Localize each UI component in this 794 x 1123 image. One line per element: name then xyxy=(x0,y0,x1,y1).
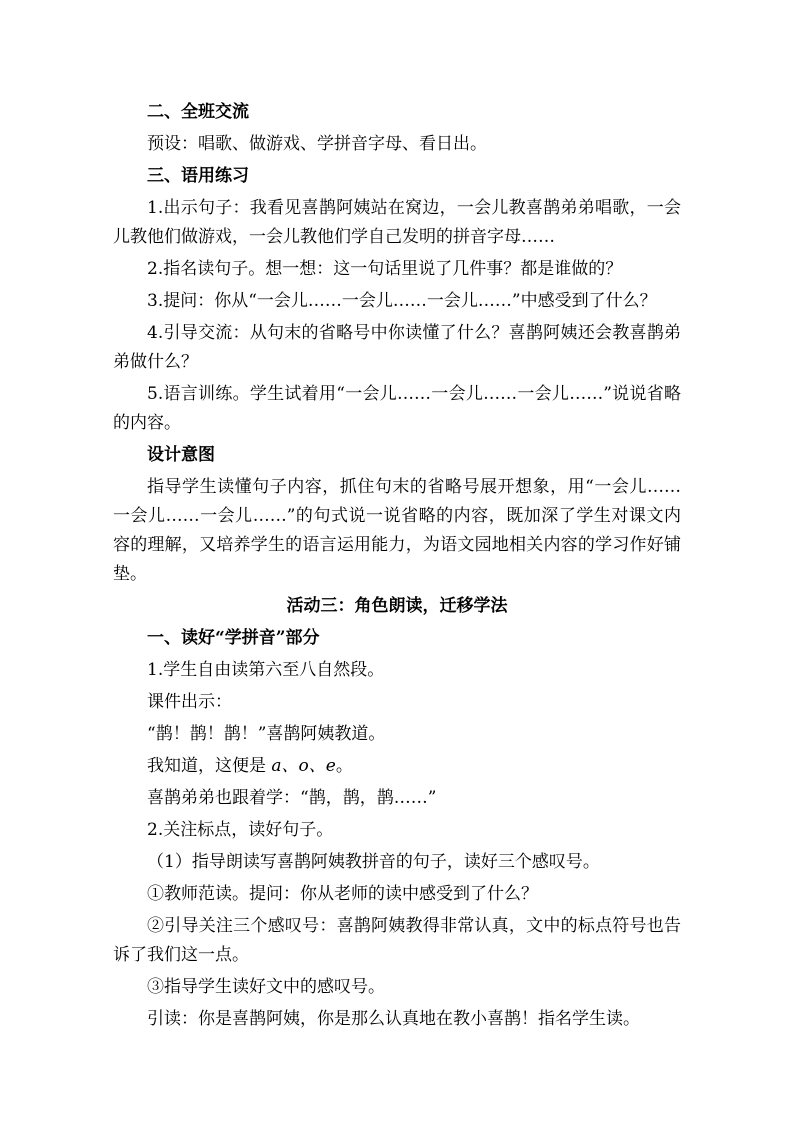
section-heading-class-exchange: 二、全班交流 xyxy=(147,102,249,122)
section-heading-language-practice: 三、语用练习 xyxy=(147,166,249,186)
paragraph-courseware-show: 课件出示： xyxy=(147,692,232,712)
paragraph-exclamation-focus: ②引导关注三个感叹号：喜鹊阿姨教得非常认真，文中的标点符号也告诉了我们这一点。 xyxy=(113,916,681,965)
paragraph-show-sentence: 1.出示句子：我看见喜鹊阿姨站在窝边，一会儿教喜鹊弟弟唱歌，一会儿教他们做游戏，一会儿教他们学自己发明的拼音字母…… xyxy=(113,198,681,247)
paragraph-language-training: 5.语言训练。学生试着用“一会儿……一会儿……一会儿……”说说省略的内容。 xyxy=(113,384,681,433)
paragraph-name-read: 2.指名读句子。想一想：这一句话里说了几件事？都是谁做的？ xyxy=(147,259,623,279)
quote-aoe-suffix: 。 xyxy=(335,756,353,776)
paragraph-free-read: 1.学生自由读第六至八自然段。 xyxy=(147,660,385,680)
paragraph-teacher-demo: ①教师范读。提问：你从老师的读中感受到了什么？ xyxy=(147,884,538,904)
document-page xyxy=(113,98,681,1037)
paragraph-quote-brother: 喜鹊弟弟也跟着学：“鹊，鹊，鹊……” xyxy=(147,788,437,808)
paragraph-question: 3.提问：你从“一会儿……一会儿……一会儿……”中感受到了什么？ xyxy=(147,291,657,311)
paragraph-student-read: ③指导学生读好文中的感叹号。 xyxy=(147,977,385,997)
paragraph-lead-read: 引读：你是喜鹊阿姨，你是那么认真地在教小喜鹊！指名学生读。 xyxy=(147,1009,640,1029)
paragraph-preset: 预设：唱歌、做游戏、学拼音字母、看日出。 xyxy=(147,134,487,154)
paragraph-quote-aoe xyxy=(113,752,681,781)
paragraph-design-intent: 指导学生读懂句子内容，抓住句末的省略号展开想象，用“一会儿……一会儿……一会儿……”的句式说一说省略的内容，既加深了学生对课文内容的理解，又培养学生的语言运用能力，为语文园地相关内容的学习作好铺垫。 xyxy=(113,477,681,584)
paragraph-punctuation: 2.关注标点，读好句子。 xyxy=(147,820,334,840)
paragraph-quote-magpie: “鹊！鹊！鹊！”喜鹊阿姨教道。 xyxy=(147,724,386,744)
activity-heading: 活动三：角色朗读，迁移学法 xyxy=(286,596,508,616)
quote-aoe-letters: a、o、e xyxy=(271,756,336,776)
section-heading-read-pinyin: 一、读好“学拼音”部分 xyxy=(147,628,320,648)
paragraph-guide-exchange: 4.引导交流：从句末的省略号中你读懂了什么？喜鹊阿姨还会教喜鹊弟弟做什么？ xyxy=(113,323,681,372)
quote-aoe-prefix: 我知道，这便是 xyxy=(147,756,272,776)
paragraph-guide-reading: （1）指导朗读写喜鹊阿姨教拼音的句子，读好三个感叹号。 xyxy=(147,852,600,872)
section-heading-design-intent: 设计意图 xyxy=(147,445,215,465)
